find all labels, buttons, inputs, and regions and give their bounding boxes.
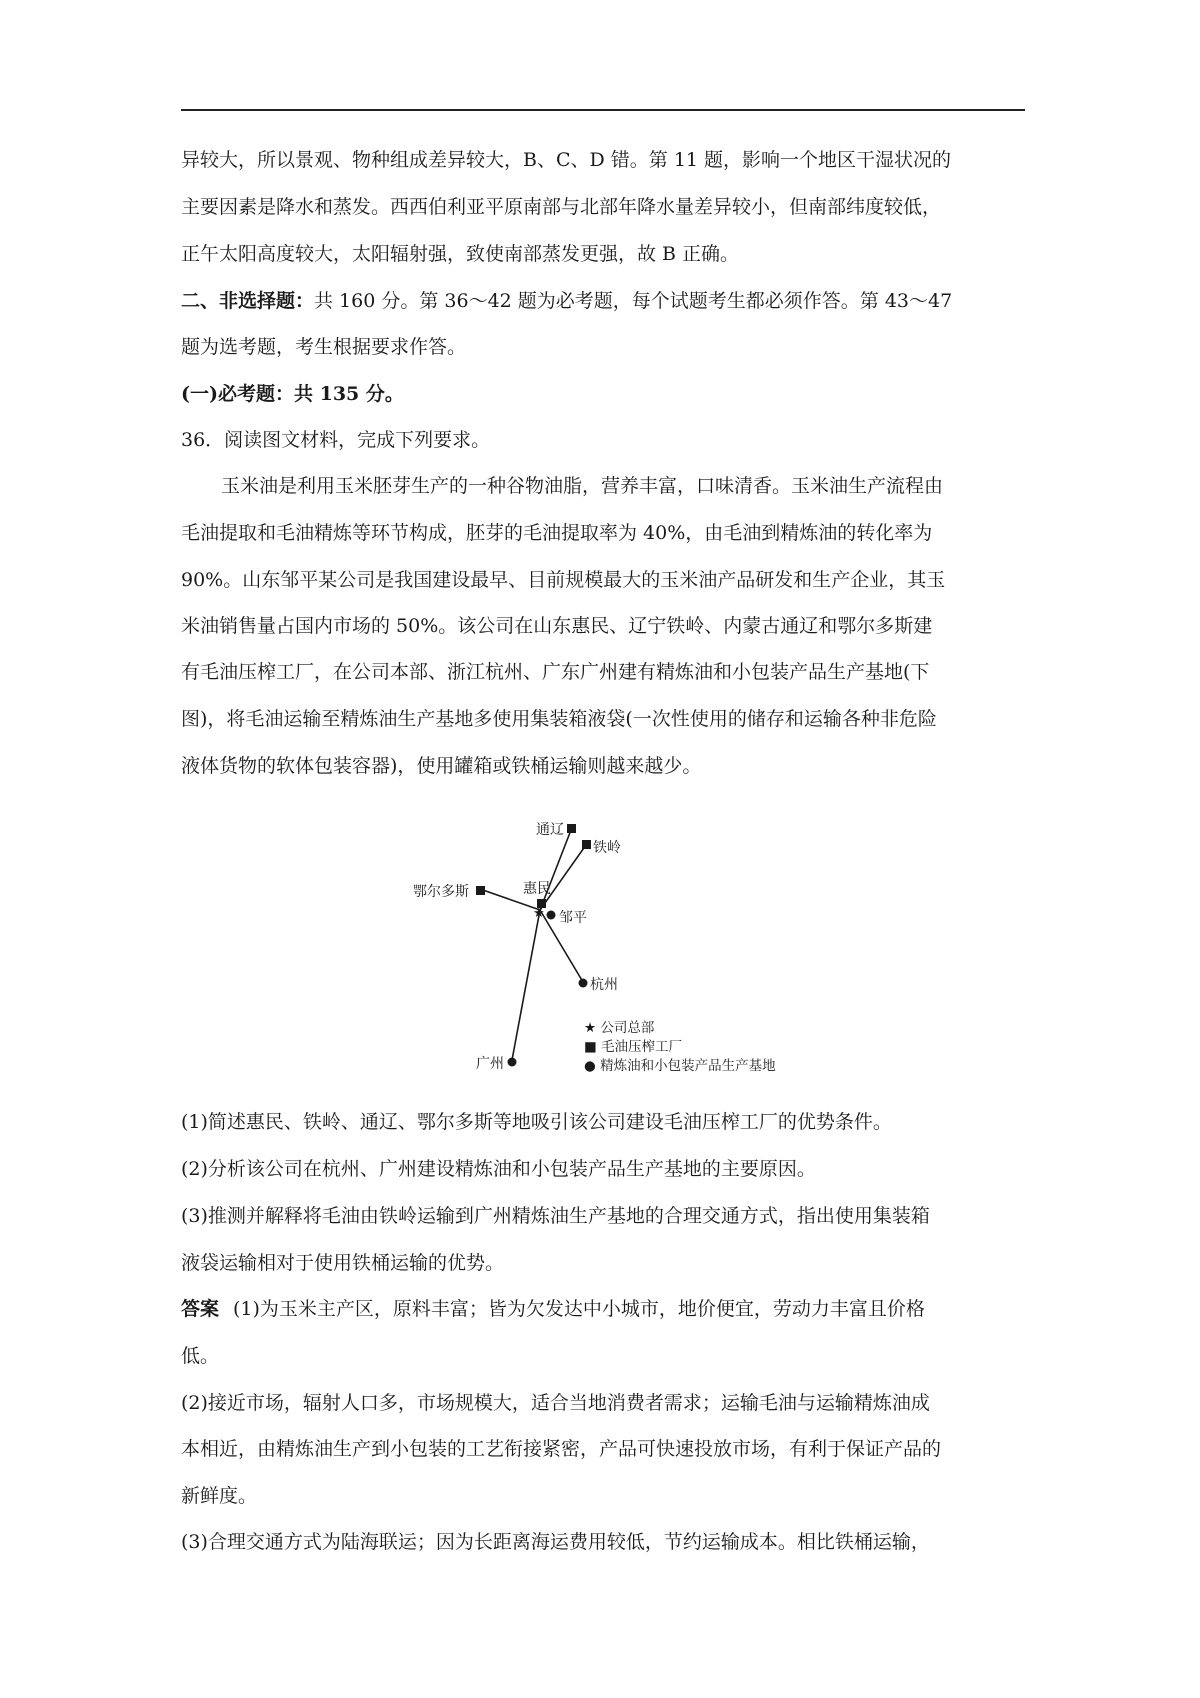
subquestion: (1)简述惠民、铁岭、通辽、鄂尔多斯等地吸引该公司建设毛油压榨工厂的优势条件。 [181,1111,892,1133]
place-label-hangzhou: 杭州 [590,977,618,993]
subquestion: (3)推测并解释将毛油由铁岭运输到广州精炼油生产基地的合理交通方式，指出使用集装箱 [181,1205,930,1227]
paragraph-line: 玉米油是利用玉米胚芽生产的一种谷物油脂，营养丰富，口味清香。玉米油生产流程由 [221,475,944,497]
legend-factory: ■ 毛油压榨工厂 [584,1039,683,1055]
text-line: 主要因素是降水和蒸发。西西伯利亚平原南部与北部年降水量差异较小，但南部纬度较低， [181,196,942,218]
text-line: 正午太阳高度较大，太阳辐射强，致使南部蒸发更强，故 B 正确。 [181,243,740,265]
base-marker [547,911,556,920]
legend-base: ● 精炼油和小包装产品生产基地 [584,1058,776,1074]
location-diagram [380,820,820,1080]
base-marker [508,1058,517,1067]
paragraph-line: 米油销售量占国内市场的 50%。该公司在山东惠民、辽宁铁岭、内蒙古通辽和鄂尔多斯建 [181,615,933,637]
place-label-tongliao: 通辽 [536,822,564,838]
answer-text: (1)为玉米主产区，原料丰富；皆为欠发达中小城市，地价便宜，劳动力丰富且价格 [233,1298,925,1320]
answer-line: 本相近，由精炼油生产到小包装的工艺衔接紧密，产品可快速投放市场，有利于保证产品的 [181,1438,942,1460]
factory-marker [476,886,485,895]
section-heading [181,289,952,313]
place-label-tieling: 铁岭 [593,840,621,856]
place-label-guangzhou: 广州 [476,1056,504,1072]
paragraph-line: 毛油提取和毛油精炼等环节构成，胚芽的毛油提取率为 40%，由毛油到精炼油的转化率为 [181,522,933,544]
hq-star-icon: ★ [533,906,545,921]
answer-line: (2)接近市场，辐射人口多，市场规模大，适合当地消费者需求；运输毛油与运输精炼油成 [181,1392,930,1414]
section-title: 二、非选择题： [181,290,315,312]
route-line [540,845,586,910]
factory-marker [567,824,576,833]
answer-line: (3)合理交通方式为陆海联运；因为长距离海运费用较低，节约运输成本。相比铁桶运输， [181,1531,930,1553]
answer-line [181,1297,925,1321]
paragraph-line: 90%。山东邹平某公司是我国建设最早、目前规模最大的玉米油产品研发和生产企业，其玉 [181,569,946,591]
factory-marker [582,840,591,849]
place-label-huimin: 惠民 [523,881,551,897]
answer-line: 低。 [181,1345,220,1367]
place-label-zouping: 邹平 [559,910,587,926]
text-line: 题为选考题，考生根据要求作答。 [181,336,467,358]
place-label-ordos: 鄂尔多斯 [413,884,469,900]
answer-line: 新鲜度。 [181,1485,258,1507]
header-rule [181,109,1025,111]
question-stem: 36．阅读图文材料，完成下列要求。 [181,429,491,451]
diagram-svg [380,820,820,1080]
answer-label: 答案 [181,1298,220,1320]
section-desc: 共 160 分。第 36～42 题为必考题，每个试题考生都必须作答。第 43～47 [314,290,953,312]
subquestion: (2)分析该公司在杭州、广州建设精炼油和小包装产品生产基地的主要原因。 [181,1158,816,1180]
paragraph-line: 液体货物的软体包装容器)，使用罐箱或铁桶运输则越来越少。 [181,755,702,777]
paragraph-line: 图)，将毛油运输至精炼油生产基地多使用集装箱液袋(一次性使用的储存和运输各种非危险 [181,708,937,730]
base-marker [579,979,588,988]
legend-hq: ★ 公司总部 [584,1020,655,1036]
route-line [540,830,571,910]
paragraph-line: 有毛油压榨工厂，在公司本部、浙江杭州、广东广州建有精炼油和小包装产品生产基地(下 [181,661,930,683]
text-line: 异较大，所以景观、物种组成差异较大，B、C、D 错。第 11 题，影响一个地区干湿状况的 [181,149,952,171]
route-line [512,910,540,1060]
subquestion: 液袋运输相对于使用铁桶运输的优势。 [181,1252,505,1274]
subsection-title: (一)必考题：共 135 分。 [181,383,404,405]
